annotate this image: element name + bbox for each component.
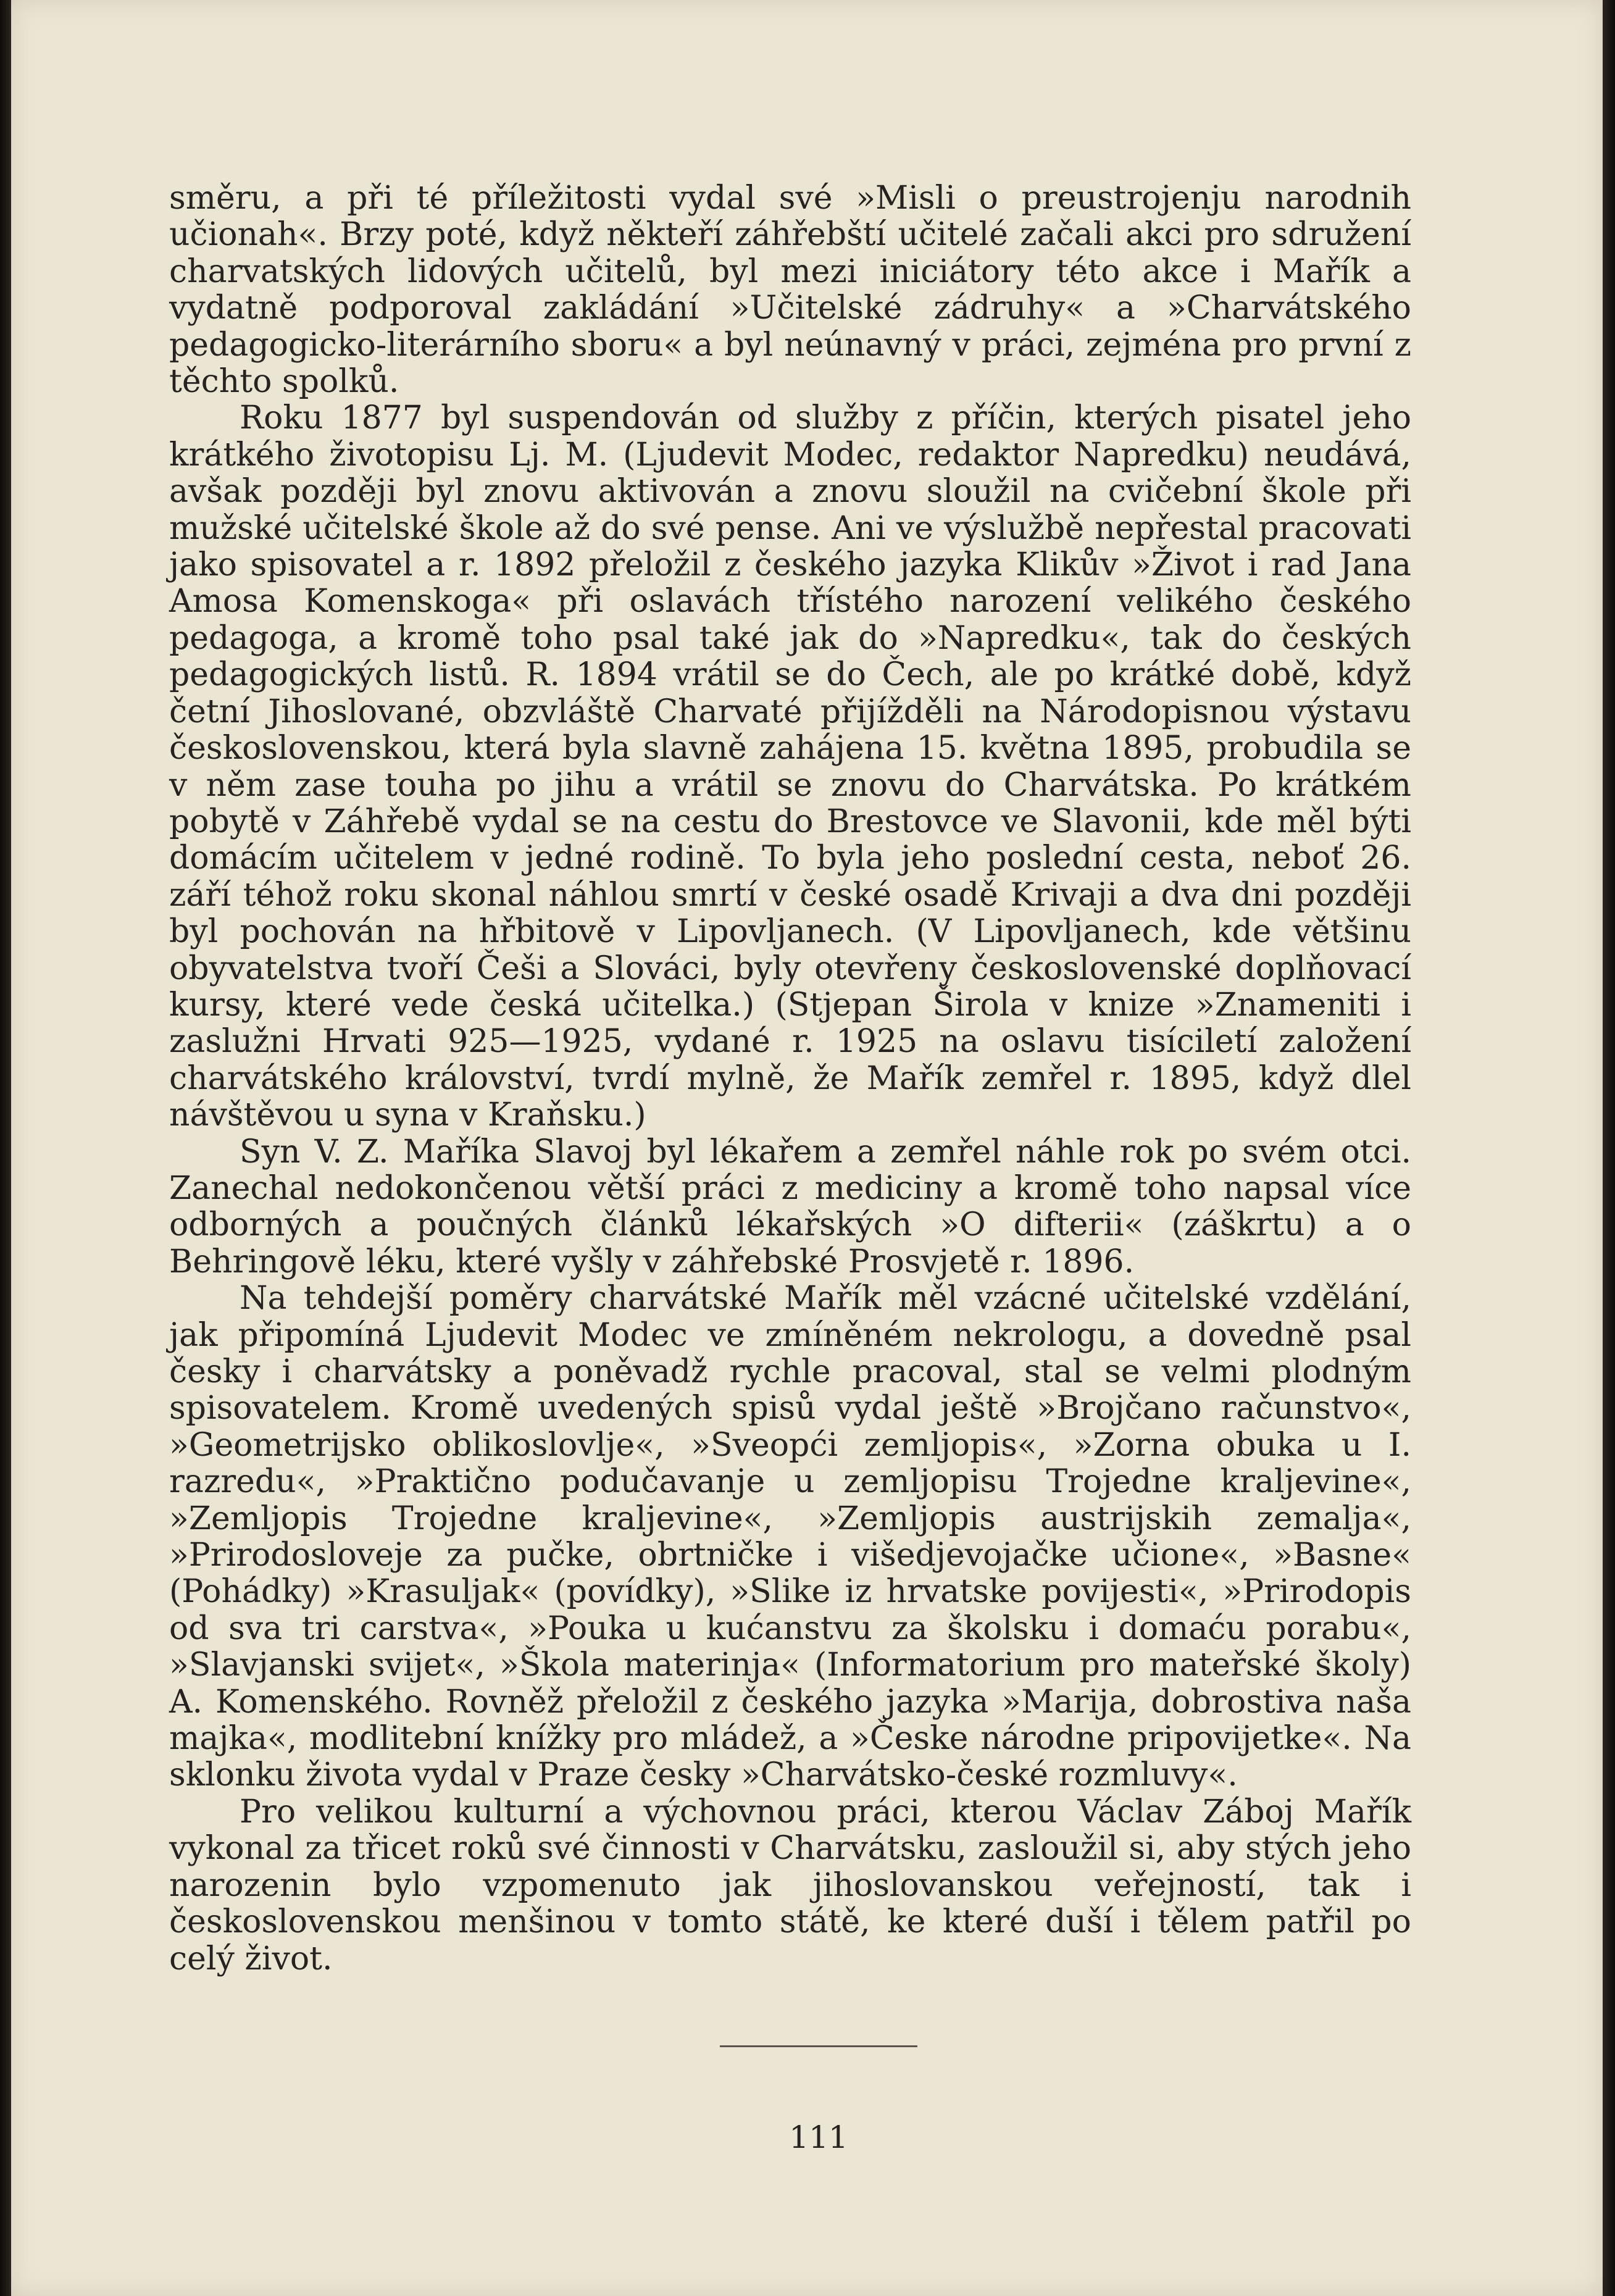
paragraph-4: Na tehdejší poměry charvátské Mařík měl vzácné učitelské vzdělání, jak připomíná Ljudevit Modec ve zmíněném nekrologu, a dovedně psal česky i charvátsky a poněvadž rychle pracoval, stal se velmi plodným spisovatelem. Kromě uvedených spisů vydal ještě »Brojčano računstvo«, »Geometrijsko oblikoslovlje«, »Sveopći zemljopis«, »Zorna obuka u I. razredu«, »Praktično podučavanje u zemljopisu Trojedne kraljevine«, »Zemljopis Trojedne kraljevine«, »Zemljopis austrijskih zemalja«, »Prirodosloveje za pučke, obrtničke i višedjevojačke učione«, »Basne« (Pohádky) »Krasuljak« (povídky), »Slike iz hrvatske povijesti«, »Prirodopis od sva tri carstva«, »Pouka u kućanstvu za školsku i domaću porabu«, »Slavjanski svijet«, »Škola materinja« (Informatorium pro mateřské školy) A. Komenského. Rovněž přeložil z českého jazyka »Marija, dobrostiva naša majka«, modlitební knížky pro mládež, a »Česke národne pripovijetke«. Na sklonku života vydal v Praze česky »Charvátsko-české rozmluvy«. (169, 1280, 1411, 1794)
body-text (169, 180, 1411, 1977)
paragraph-3: Syn V. Z. Maříka Slavoj byl lékařem a zemřel náhle rok po svém otci. Zanechal nedokončenou větší práci z mediciny a kromě toho napsal více odborných a poučných článků lékařských »O difterii« (záškrtu) a o Behringově léku, které vyšly v záhřebské Prosvjetě r. 1896. (169, 1133, 1411, 1280)
paragraph-2: Roku 1877 byl suspendován od služby z příčin, kterých pisatel jeho krátkého životopisu Lj. M. (Ljudevit Modec, redaktor Napredku) neudává, avšak později byl znovu aktivován a znovu sloužil na cvičební škole při mužské učitelské škole až do své pense. Ani ve výslužbě nepřestal pracovati jako spisovatel a r. 1892 přeložil z českého jazyka Klikův »Život i rad Jana Amosa Komenskoga« při oslavách třístého narození velikého českého pedagoga, a kromě toho psal také jak do »Napredku«, tak do českých pedagogických listů. R. 1894 vrátil se do Čech, ale po krátké době, když četní Jihoslované, obzvláště Charvaté přijížděli na Národopisnou výstavu československou, která byla slavně zahájena 15. května 1895, probudila se v něm zase touha po jihu a vrátil se znovu do Charvátska. Po krátkém pobytě v Záhřebě vydal se na cestu do Brestovce ve Slavonii, kde měl býti domácím učitelem v jedné rodině. To byla jeho poslední cesta, neboť 26. září téhož roku skonal náhlou smrtí v české osadě Krivaji a dva dni později byl pochován na hřbitově v Lipovljanech. (V Lipovljanech, kde většinu obyvatelstva tvoří Češi a Slováci, byly otevřeny československé doplňovací kursy, které vede česká učitelka.) (Stjepan Širola v knize »Znameniti i zaslužni Hrvati 925—1925, vydané r. 1925 na oslavu tisíciletí založení charvátského království, tvrdí mylně, že Mařík zemřel r. 1895, když dlel návštěvou u syna v Kraňsku.) (169, 399, 1411, 1134)
section-divider (720, 2045, 917, 2047)
paragraph-5: Pro velikou kulturní a výchovnou práci, kterou Václav Záboj Mařík vykonal za třicet roků své činnosti v Charvátsku, zasloužil si, aby stých jeho narozenin bylo vzpomenuto jak jihoslovanskou veřejností, tak i československou menšinou v tomto státě, ke které duší i tělem patřil po celý život. (169, 1793, 1411, 1977)
book-page (11, 0, 1603, 2296)
page-number: 111 (789, 2119, 848, 2155)
scan-margin-left (0, 0, 11, 2296)
paragraph-1: směru, a při té příležitosti vydal své »Misli o preustrojenju narodnih učionah«. Brzy poté, když někteří záhřebští učitelé začali akci pro sdružení charvatských lidových učitelů, byl mezi iniciátory této akce i Mařík a vydatně podporoval zakládání »Učitelské zádruhy« a »Charvátského pedagogicko-literárního sboru« a byl neúnavný v práci, zejména pro první z těchto spolků. (169, 180, 1411, 401)
scan-margin-right (1603, 0, 1615, 2296)
